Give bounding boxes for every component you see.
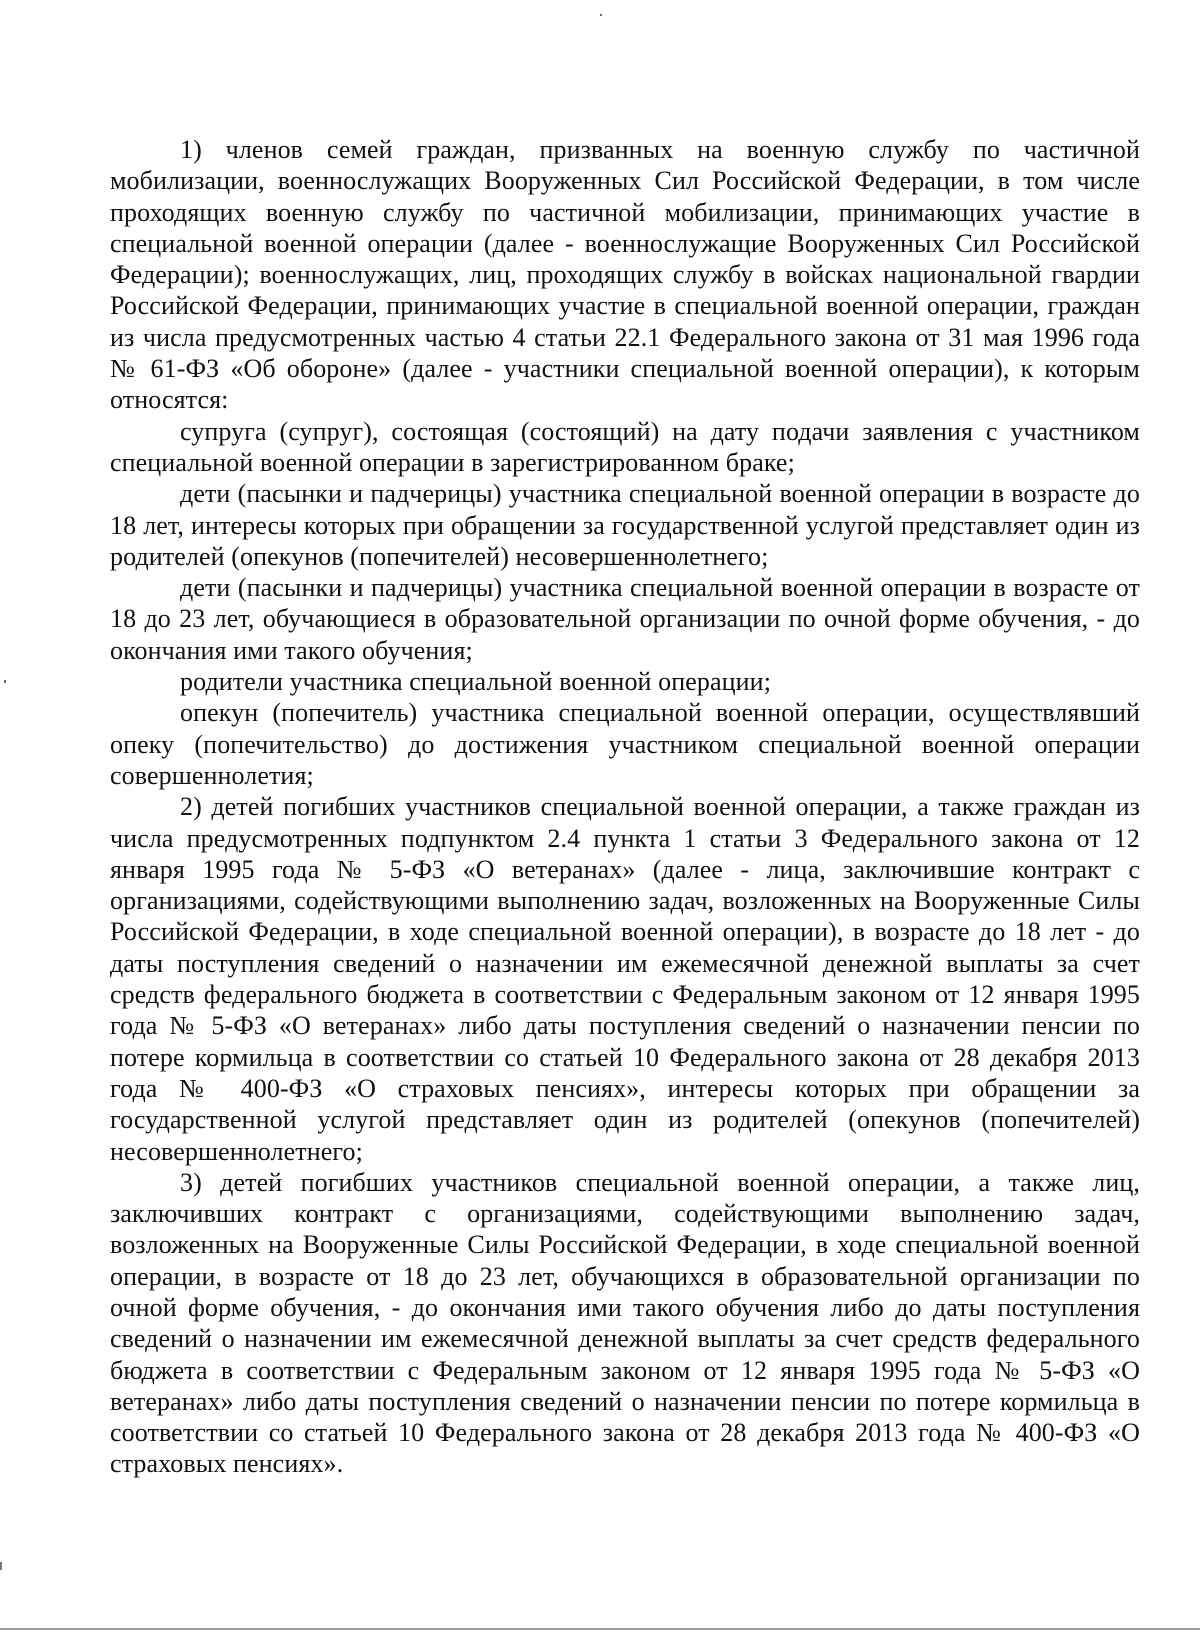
scan-bottom-edge [0,1628,1200,1630]
paragraph-3: дети (пасынки и падчерицы) участника специальной военной операции в возрасте до 18 лет, интересы которых при обращении за государственной услугой представляет один из родителей (опекунов (попечителей) несовершеннолетнего; [110,479,1140,571]
scan-speck [600,14,602,16]
paragraph-5: родители участника специальной военной операции; [180,667,772,697]
scan-speck [4,680,6,683]
paragraph-1: 1) членов семей граждан, призванных на военную службу по частичной мобилизации, военнослужащих Вооруженных Сил Российской Федерации, в том числе проходящих военную службу по частичной мобилизации, принимающих участие в специальной военной операции (далее - военнослужащие Вооруженных Сил Российской Федерации); военнослужащих, лиц, проходящих службу в войсках национальной гвардии Российской Федерации, принимающих участие в специальной военной операции, граждан из числа предусмотренных частью 4 статьи 22.1 Федерального закона от 31 мая 1996 года № 61-ФЗ «Об обороне» (далее - участники специальной военной операции), к которым относятся: [110,135,1140,415]
scan-edge-mark [0,1562,2,1570]
paragraph-4: дети (пасынки и падчерицы) участника специальной военной операции в возрасте от 18 до 23 лет, обучающиеся в образовательной организации по очной форме обучения, - до окончания ими такого обучения; [110,573,1140,665]
paragraph-8: 3) детей погибших участников специальной военной операции, а также лиц, заключивших контракт с организациями, содействующими выполнению задач, возложенных на Вооруженные Силы Российской Федерации, в ходе специальной военной операции, в возрасте от 18 до 23 лет, обучающихся в образовательной организации по очной форме обучения, - до окончания ими такого обучения либо до даты поступления сведений о назначении им ежемесячной денежной выплаты за счет средств федерального бюджета в соответствии с Федеральным законом от 12 января 1995 года № 5-ФЗ «О ветеранах» либо даты поступления сведений о назначении пенсии по потере кормильца в соответствии со статьей 10 Федерального закона от 28 декабря 2013 года № 400-ФЗ «О страховых пенсиях». [110,1167,1140,1479]
paragraph-7: 2) детей погибших участников специальной военной операции, а также граждан из числа предусмотренных подпунктом 2.4 пункта 1 статьи 3 Федерального закона от 12 января 1995 года № 5-ФЗ «О ветеранах» (далее - лица, заключившие контракт с организациями, содействующими выполнению задач, возложенных на Вооруженные Силы Российской Федерации, в ходе специальной военной операции), в возрасте до 18 лет - до даты поступления сведений о назначении им ежемесячной денежной выплаты за счет средств федерального бюджета в соответствии с Федеральным законом от 12 января 1995 года № 5-ФЗ «О ветеранах» либо даты поступления сведений о назначении пенсии по потере кормильца в соответствии со статьей 10 Федерального закона от 28 декабря 2013 года № 400-ФЗ «О страховых пенсиях», интересы которых при обращении за государственной услугой представляет один из родителей (опекунов (попечителей) несовершеннолетнего; [110,792,1140,1166]
paragraph-6: опекун (попечитель) участника специальной военной операции, осуществлявший опеку (попечительство) до достижения участником специальной военной операции совершеннолетия; [110,698,1140,790]
document-body [110,134,1140,1480]
paragraph-2: супруга (супруг), состоящая (состоящий) на дату подачи заявления с участником специальной военной операции в зарегистрированном браке; [110,416,1140,477]
